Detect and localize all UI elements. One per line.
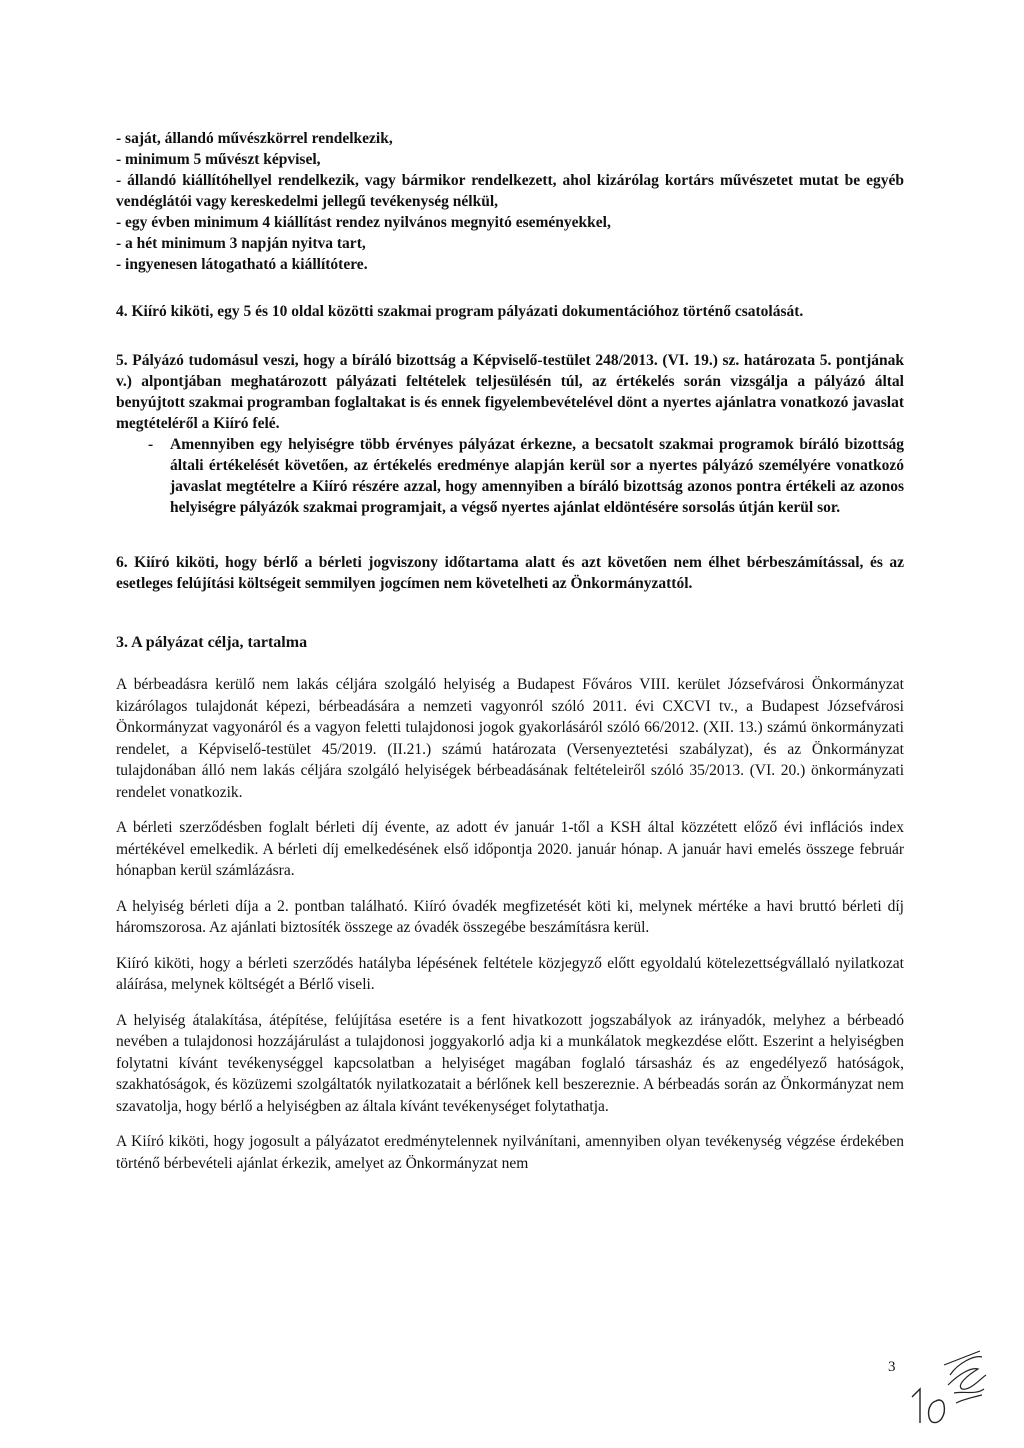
point-5-sub-text: Amennyiben egy helyiségre több érvényes pályázat érkezne, a becsatolt szakmai programok bíráló bizottság általi értékelését követően, az értékelés eredménye alapján kerül sor a nyertes pályázó személyére vonatkozó javaslat megtételre a Kiíró részére azzal, hogy amennyiben a bíráló bizottság azonos pontra értékeli az azonos helyiségre pályázók szakmai programjait, a végső nyertes ajánlat eldöntésére sorsolás útján kerül sor. <box>170 436 904 516</box>
point-6: 6. Kiíró kiköti, hogy bérlő a bérleti jogviszony időtartama alatt és azt követően nem élhet bérbeszámítással, és az esetleges felújítási költségeit semmilyen jogcímen nem követelheti az Önkormányzattól. <box>116 554 904 592</box>
handwritten-digit-1 <box>912 1389 920 1423</box>
point-4: 4. Kiíró kiköti, egy 5 és 10 oldal közötti szakmai program pályázati dokumentációhoz történő csatolását. <box>116 303 804 320</box>
page-content <box>116 128 904 1174</box>
point-5-sub-item <box>116 434 904 518</box>
paragraph: A helyiség átalakítása, átépítése, felújítása esetére is a fent hivatkozott jogszabályok az irányadók, melyhez a bérbeadó nevében a tulajdonosi hozzájárulást a tulajdonosi joggyakorló adja ki a munkálatok megkezdése előtt. Eszerint a helyiségben folytatni kívánt tevékenységgel kapcsolatban a helyiséget magában foglaló társasház és az engedélyező hatóságok, szakhatóságok, és közüzemi szolgáltatók nyilatkozatait a bérlőnek kell beszereznie. A bérbeadás során az Önkormányzat nem szavatolja, hogy bérlő a helyiségben az általa kívánt tevékenységet folytathatja. <box>116 1011 904 1115</box>
list-item: - saját, állandó művészkörrel rendelkezik, <box>116 130 393 147</box>
page-number: 3 <box>888 1359 896 1375</box>
list-item: - ingyenesen látogatható a kiállítótere. <box>116 256 368 273</box>
section-3-title: 3. A pályázat célja, tartalma <box>116 634 308 651</box>
point-5: 5. Pályázó tudomásul veszi, hogy a bíráló bizottság a Képviselő-testület 248/2013. (VI. 19.) sz. határozata 5. pontjának v.) alpontjában meghatározott pályázati feltételek teljesülésén túl, az értékelés során vizsgálja a pályázó által benyújtott szakmai programban foglaltakat is és ennek figyelembevételével dönt a nyertes ajánlatra vonatkozó javaslat megtételéről a Kiíró felé. <box>116 352 904 432</box>
handwritten-digit-0 <box>929 1400 945 1423</box>
initials-scribble <box>944 1351 986 1403</box>
list-item: - minimum 5 művészt képvisel, <box>116 151 321 168</box>
paragraph: A bérbeadásra kerülő nem lakás céljára szolgáló helyiség a Budapest Főváros VIII. kerület Józsefvárosi Önkormányzat kizárólagos tulajdonát képezi, bérbeadására a nemzeti vagyonról szóló 2011. évi CXCVI tv., a Budapest Józsefvárosi Önkormányzat vagyonáról és a vagyon feletti tulajdonosi jogok gyakorlásáról szóló 66/2012. (XII. 13.) számú önkormányzati rendelet, a Képviselő-testület 45/2019. (II.21.) számú határozata (Versenyeztetési szabályzat), és az Önkormányzat tulajdonában álló nem lakás céljára szolgáló helyiségek bérbeadásának feltételeiről szóló 35/2013. (VI. 20.) önkormányzati rendelet vonatkozik. <box>116 676 904 801</box>
handwritten-page-number <box>898 1345 998 1425</box>
paragraph: Kiíró kiköti, hogy a bérleti szerződés hatályba lépésének feltétele közjegyző előtt egyoldalú kötelezettségvállaló nyilatkozat aláírása, melynek költségét a Bérlő viseli. <box>116 954 904 993</box>
paragraph: A helyiség bérleti díja a 2. pontban található. Kiíró óvadék megfizetését köti ki, melynek mértéke a havi bruttó bérleti díj háromszorosa. Az ajánlati biztosíték összege az óvadék összegébe beszámításra kerül. <box>116 897 904 936</box>
dash-mark: - <box>148 436 154 453</box>
requirements-list <box>116 128 904 275</box>
list-item: - egy évben minimum 4 kiállítást rendez nyilvános megnyitó eseményekkel, <box>116 214 611 231</box>
list-item: - a hét minimum 3 napján nyitva tart, <box>116 235 366 252</box>
paragraph: A bérleti szerződésben foglalt bérleti díj évente, az adott év január 1-től a KSH által közzétett előző évi inflációs index mértékével emelkedik. A bérleti díj emelkedésének első időpontja 2020. január hónap. A január havi emelés összege február hónapban kerül számlázásra. <box>116 819 904 879</box>
handwritten-signature <box>898 1345 998 1425</box>
list-item: - állandó kiállítóhellyel rendelkezik, vagy bármikor rendelkezett, ahol kizárólag kortárs művészetet mutat be egyéb vendéglátói vagy kereskedelmi jellegű tevékenység nélkül, <box>116 172 904 210</box>
paragraph: A Kiíró kiköti, hogy jogosult a pályázatot eredménytelennek nyilvánítani, amennyiben olyan tevékenység végzése érdekében történő bérbevételi ajánlat érkezik, amelyet az Önkormányzat nem <box>116 1133 904 1172</box>
